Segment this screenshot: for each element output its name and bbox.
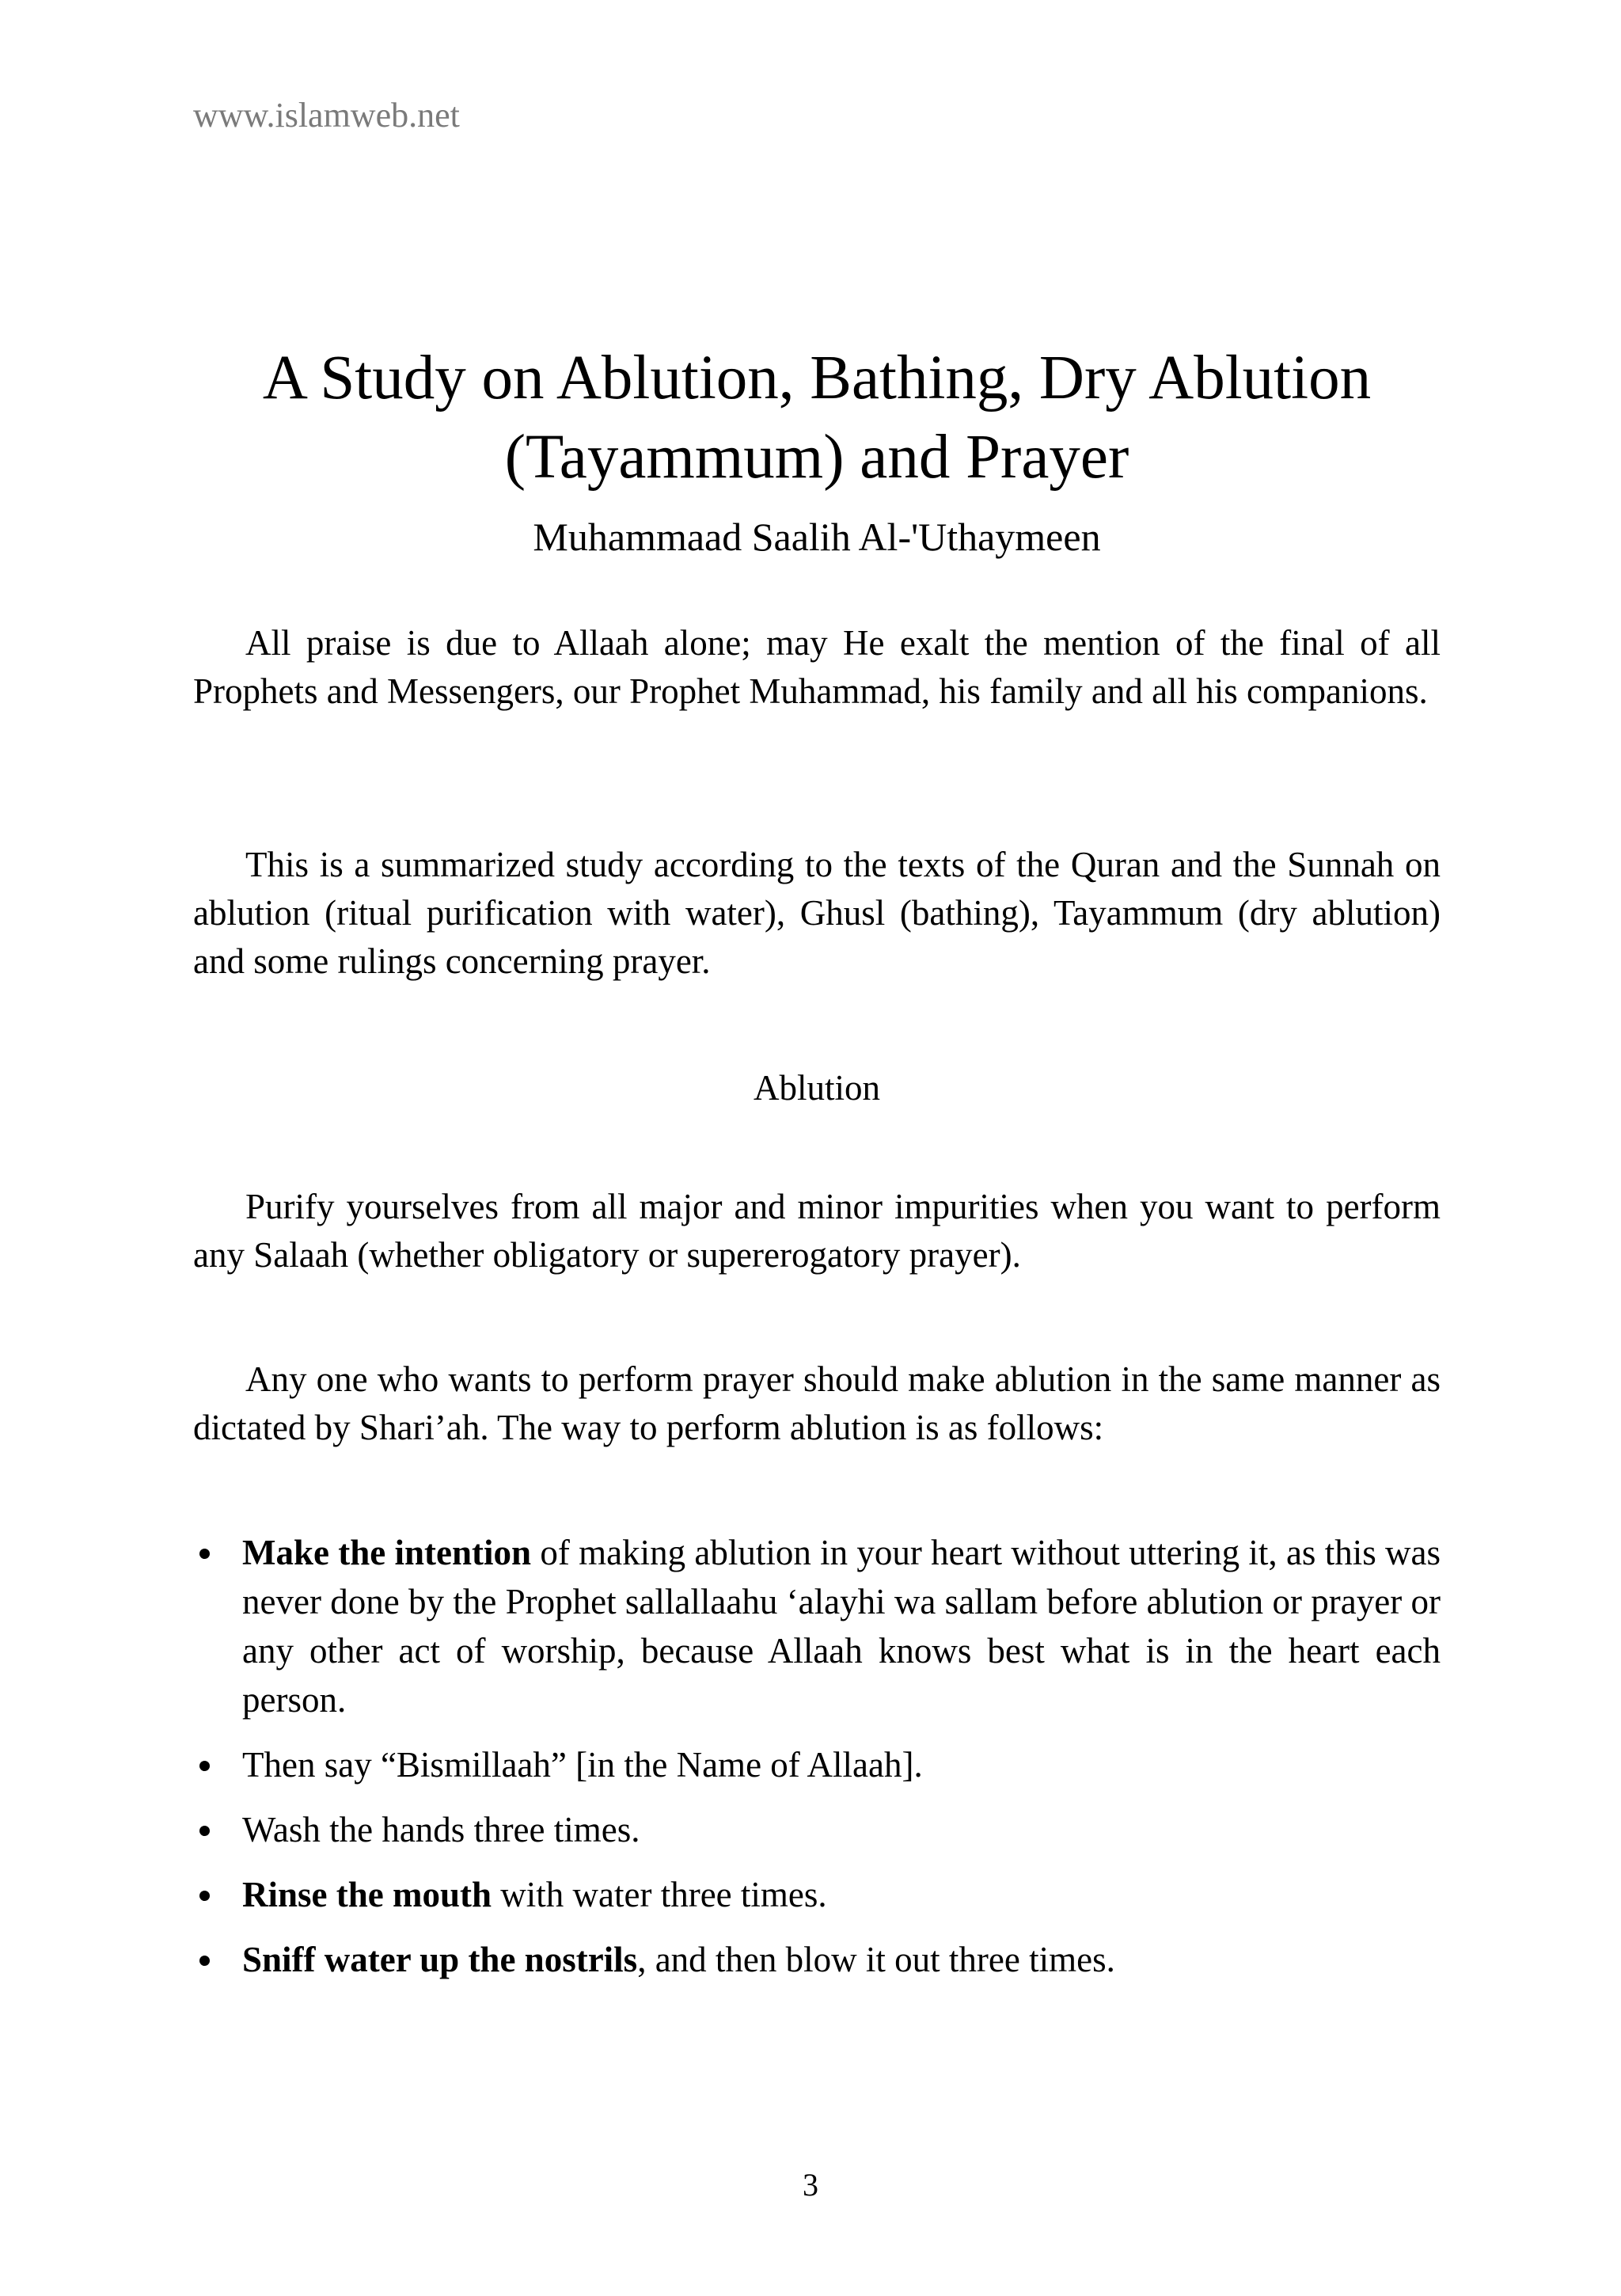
section-heading: Ablution [753, 1068, 880, 1108]
list-item [193, 1528, 1441, 1724]
step-text: with water three times. [492, 1875, 827, 1914]
step-bold-text: Sniff water up the nostrils [242, 1940, 638, 1979]
bullet-icon [199, 1891, 210, 1901]
title-line-1: A Study on Ablution, Bathing, Dry Ablution [262, 344, 1372, 412]
page-number: 3 [803, 2167, 818, 2203]
site-url: www.islamweb.net [193, 96, 460, 135]
bullet-icon [199, 1956, 210, 1966]
ablution-method-paragraph: Any one who wants to perform prayer should make ablution in the same manner as dictated by Shari’ah. The way to perform ablution is as follows: [193, 1359, 1441, 1447]
bullet-icon [199, 1549, 210, 1559]
list-item [193, 1870, 1441, 1919]
step-text: of making ablution in your heart without uttering it, as this was never done by the Prophet sallallaahu ‘alayhi wa sallam before ablution or prayer or any other act of worship, because Allaah knows best what is in the heart each person. [242, 1533, 1441, 1720]
step-bold-text: Make the intention [242, 1533, 532, 1572]
step-text: Then say “Bismillaah” [in the Name of Allaah]. [242, 1745, 923, 1785]
ablution-steps-list [193, 1528, 1441, 2000]
page-title [193, 339, 1441, 497]
purify-paragraph: Purify yourselves from all major and minor impurities when you want to perform any Salaah (whether obligatory or supererogatory prayer). [193, 1187, 1441, 1275]
bullet-icon [199, 1826, 210, 1836]
summary-paragraph: This is a summarized study according to the texts of the Quran and the Sunnah on ablution (ritual purification with water), Ghusl (bathing), Tayammum (dry ablution) and some rulings concerning prayer. [193, 845, 1441, 981]
list-item [193, 1805, 1441, 1854]
list-item [193, 1935, 1441, 1984]
step-text: , and then blow it out three times. [637, 1940, 1115, 1979]
title-line-2: (Tayammum) and Prayer [504, 423, 1129, 492]
list-item [193, 1740, 1441, 1789]
author-name: Muhammaad Saalih Al-'Uthaymeen [533, 515, 1101, 559]
intro-paragraph: All praise is due to Allaah alone; may He exalt the mention of the final of all Prophets and Messengers, our Prophet Muhammad, his family and all his companions. [193, 623, 1441, 711]
title-block [193, 339, 1441, 561]
step-bold-text: Rinse the mouth [242, 1875, 492, 1914]
step-text: Wash the hands three times. [242, 1810, 640, 1849]
bullet-icon [199, 1761, 210, 1771]
